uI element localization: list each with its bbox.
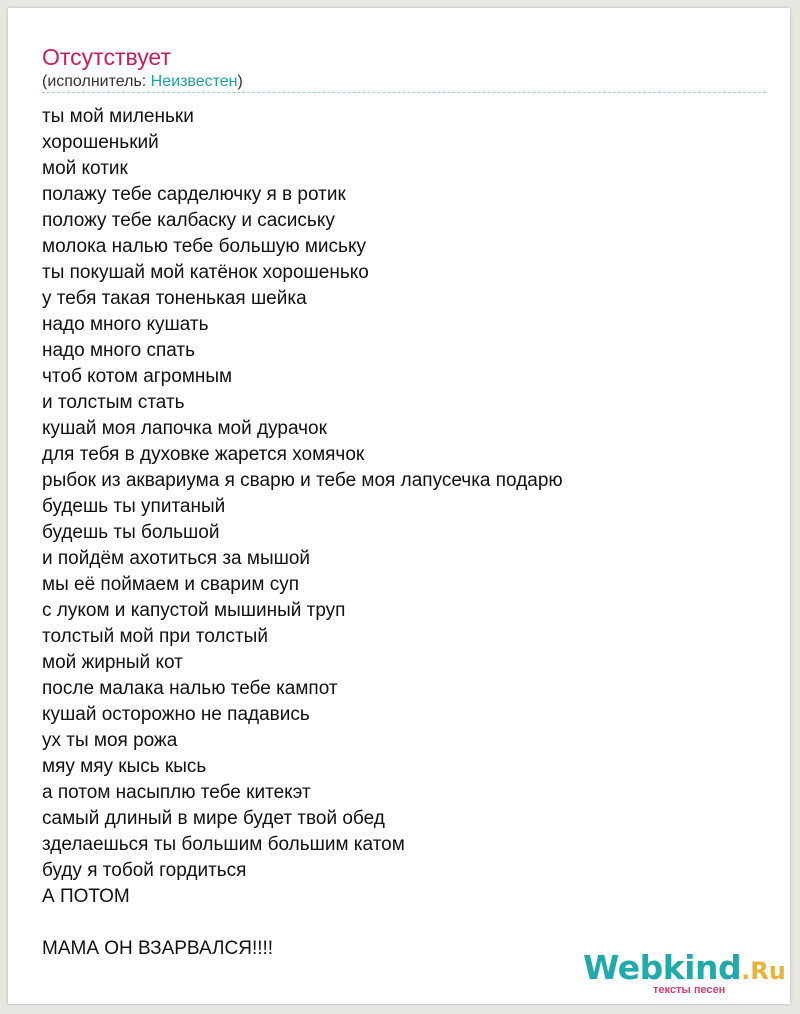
logo-tld: .Ru xyxy=(741,957,786,985)
lyric-line: ты покушай мой катёнок хорошенько xyxy=(42,262,369,283)
lyric-line: кушай моя лапочка мой дурачок xyxy=(42,418,327,439)
lyric-line: и пойдём ахотиться за мышой xyxy=(42,548,311,569)
lyric-line: мяу мяу кысь кысь xyxy=(42,756,207,777)
logo-tagline: тексты песен xyxy=(653,984,726,996)
lyric-line: толстый мой при толстый xyxy=(42,626,268,647)
lyric-line: А ПОТОМ xyxy=(42,886,130,907)
lyric-line: с луком и капустой мышиный труп xyxy=(42,600,346,621)
webkind-logo[interactable] xyxy=(583,946,786,1002)
lyric-line: мы её поймаем и сварим суп xyxy=(42,574,300,595)
lyrics-page xyxy=(8,8,790,1004)
header-divider xyxy=(42,92,766,93)
lyric-line: рыбок из аквариума я сварю и тебе моя лапусечка подарю xyxy=(42,470,563,491)
lyric-line: чтоб котом агромным xyxy=(42,366,233,387)
lyric-line: мой котик xyxy=(42,158,128,179)
lyric-line: зделаешься ты большим большим катом xyxy=(42,834,405,855)
song-title: Отсутствует xyxy=(42,44,171,70)
lyric-blank-line xyxy=(42,910,563,936)
lyric-line: для тебя в духовке жарется хомячок xyxy=(42,444,365,465)
lyric-line: хорошенький xyxy=(42,132,159,153)
lyric-line: молока налью тебе большую миську xyxy=(42,236,366,257)
lyric-line: самый длиный в мире будет твой обед xyxy=(42,808,385,829)
lyric-line: у тебя такая тоненькая шейка xyxy=(42,288,307,309)
lyric-line: после малака налью тебе кампот xyxy=(42,678,338,699)
artist-suffix: ) xyxy=(237,73,243,90)
artist-prefix: (исполнитель: xyxy=(42,73,151,90)
logo-brand-name: Webkind xyxy=(583,948,742,987)
lyric-line: надо много кушать xyxy=(42,314,209,335)
lyric-line: положу тебе калбаску и сасиську xyxy=(42,210,335,231)
lyric-line: ух ты моя рожа xyxy=(42,730,178,751)
lyric-line: мой жирный кот xyxy=(42,652,183,673)
lyric-line: и толстым стать xyxy=(42,392,185,413)
artist-byline xyxy=(42,72,243,92)
artist-link[interactable]: Неизвестен xyxy=(150,73,238,90)
lyric-line: МАМА ОН ВЗАРВАЛСЯ!!!! xyxy=(42,938,274,959)
lyric-line: ты мой миленьки xyxy=(42,106,194,127)
lyric-line: будешь ты упитаный xyxy=(42,496,226,517)
lyric-line: буду я тобой гордиться xyxy=(42,860,247,881)
lyric-line: а потом насыплю тебе китекэт xyxy=(42,782,311,803)
lyric-line: кушай осторожно не падавись xyxy=(42,704,310,725)
lyrics-list xyxy=(42,104,563,962)
lyric-line: будешь ты большой xyxy=(42,522,220,543)
lyric-line: полажу тебе сарделючку я в ротик xyxy=(42,184,346,205)
lyric-line: надо много спать xyxy=(42,340,196,361)
